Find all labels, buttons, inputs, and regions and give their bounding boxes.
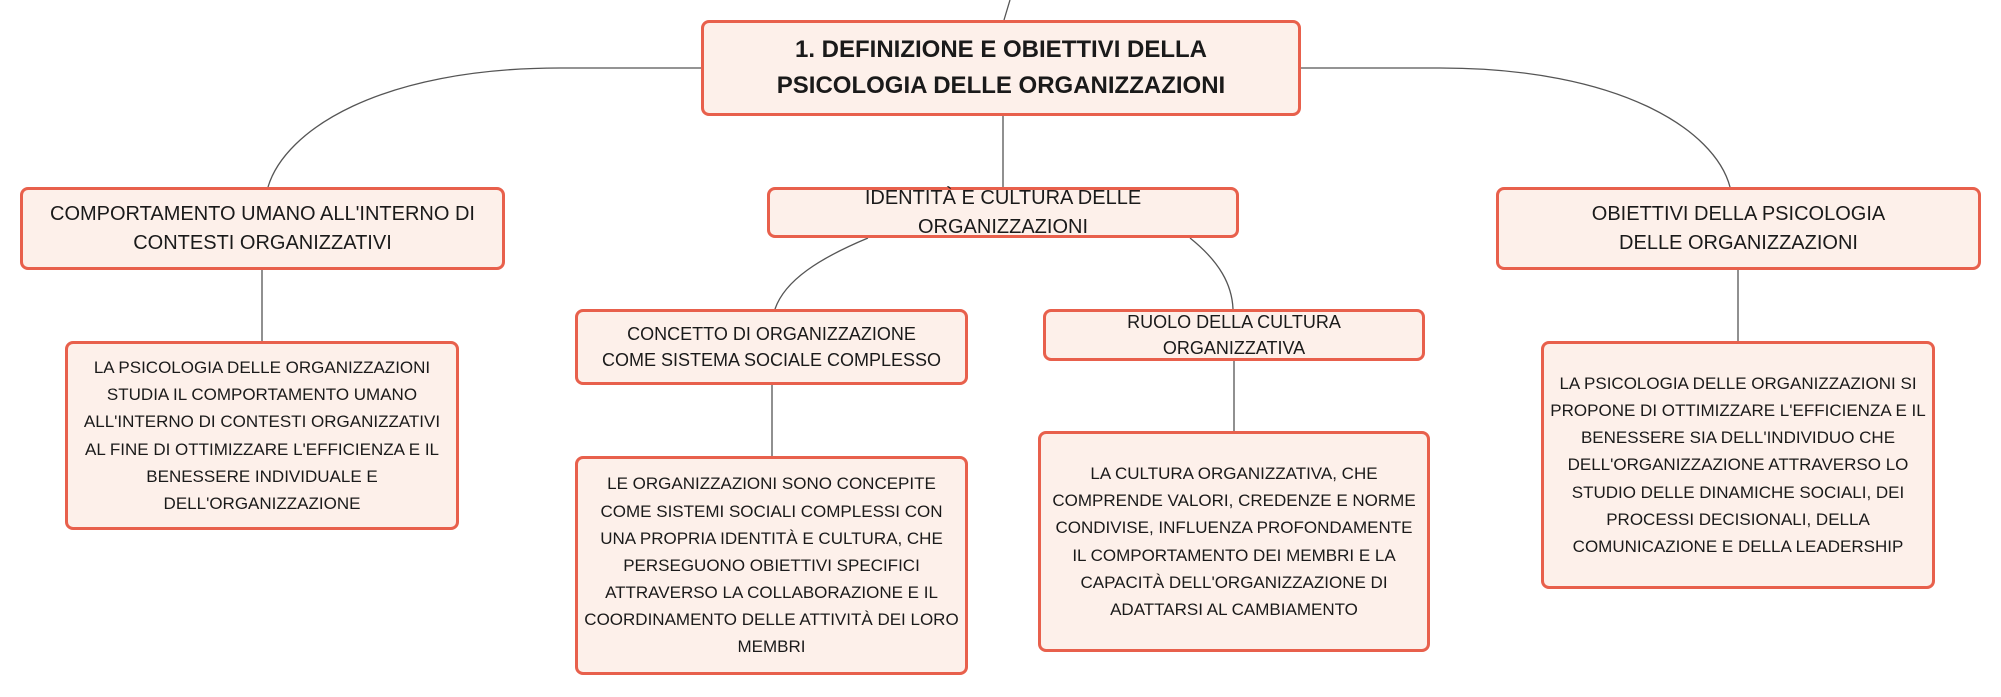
detail-obiettivi-text: LA PSICOLOGIA DELLE ORGANIZZAZIONI SI PROPONE DI OTTIMIZZARE L'EFFICIENZA E IL BENESSERE SIA DELL'INDIVIDUO CHE DELL'ORGANIZZAZIONE ATTRAVERSO LO STUDIO DELLE DINAMICHE SOCIALI, DEI PROCESSI DECISIONALI, DELLA COMUNICAZIONE E DELLA LEADERSHIP xyxy=(1550,373,1926,556)
detail-concetto-organizzazione-text: LE ORGANIZZAZIONI SONO CONCEPITE COME SISTEMI SOCIALI COMPLESSI CON UNA PROPRIA IDENTITÀ E CULTURA, CHE PERSEGUONO OBIETTIVI SPECIFICI ATTRAVERSO LA COLLABORAZIONE E IL COORDINAMENTO DELLE ATTIVITÀ DEI LORO MEMBRI xyxy=(584,474,959,657)
detail-comportamento-umano-text: LA PSICOLOGIA DELLE ORGANIZZAZIONI STUDIA IL COMPORTAMENTO UMANO ALL'INTERNO DI CONTESTI ORGANIZZATIVI AL FINE DI OTTIMIZZARE L'EFFICIENZA E IL BENESSERE INDIVIDUALE E DELL'ORGANIZZAZIONE xyxy=(83,357,441,513)
detail-concetto-organizzazione[interactable] xyxy=(575,456,968,675)
subtopic-concetto-organizzazione[interactable] xyxy=(575,309,968,385)
root-topic-label: 1. DEFINIZIONE E OBIETTIVI DELLA PSICOLOGIA DELLE ORGANIZZAZIONI xyxy=(776,36,1226,99)
connector-root-left xyxy=(268,68,701,187)
connector-center-culture xyxy=(1190,238,1233,309)
root-topic[interactable] xyxy=(701,20,1301,116)
connector-root-right xyxy=(1301,68,1730,187)
topic-obiettivi[interactable] xyxy=(1496,187,1981,270)
subtopic-ruolo-cultura[interactable] xyxy=(1043,309,1425,361)
topic-identita-cultura-label: IDENTITÀ E CULTURA DELLE ORGANIZZAZIONI xyxy=(864,186,1142,238)
connector-center-concept xyxy=(775,238,868,309)
topic-obiettivi-label: OBIETTIVI DELLA PSICOLOGIA DELLE ORGANIZZAZIONI xyxy=(1591,202,1886,254)
subtopic-concetto-organizzazione-label: CONCETTO DI ORGANIZZAZIONE COME SISTEMA SOCIALE COMPLESSO xyxy=(601,323,942,370)
topic-comportamento-umano-label: COMPORTAMENTO UMANO ALL'INTERNO DI CONTESTI ORGANIZZATIVI xyxy=(50,202,475,254)
detail-obiettivi[interactable] xyxy=(1541,341,1935,589)
detail-comportamento-umano[interactable] xyxy=(65,341,459,530)
connector-parent-root xyxy=(1004,0,1010,20)
detail-ruolo-cultura[interactable] xyxy=(1038,431,1430,652)
subtopic-ruolo-cultura-label: RUOLO DELLA CULTURA ORGANIZZATIVA xyxy=(1127,311,1341,358)
topic-identita-cultura[interactable] xyxy=(767,187,1239,238)
topic-comportamento-umano[interactable] xyxy=(20,187,505,270)
detail-ruolo-cultura-text: LA CULTURA ORGANIZZATIVA, CHE COMPRENDE VALORI, CREDENZE E NORME CONDIVISE, INFLUENZA PROFONDAMENTE IL COMPORTAMENTO DEI MEMBRI E LA CAPACITÀ DELL'ORGANIZZAZIONE DI ADATTARSI AL CAMBIAMENTO xyxy=(1052,463,1416,619)
